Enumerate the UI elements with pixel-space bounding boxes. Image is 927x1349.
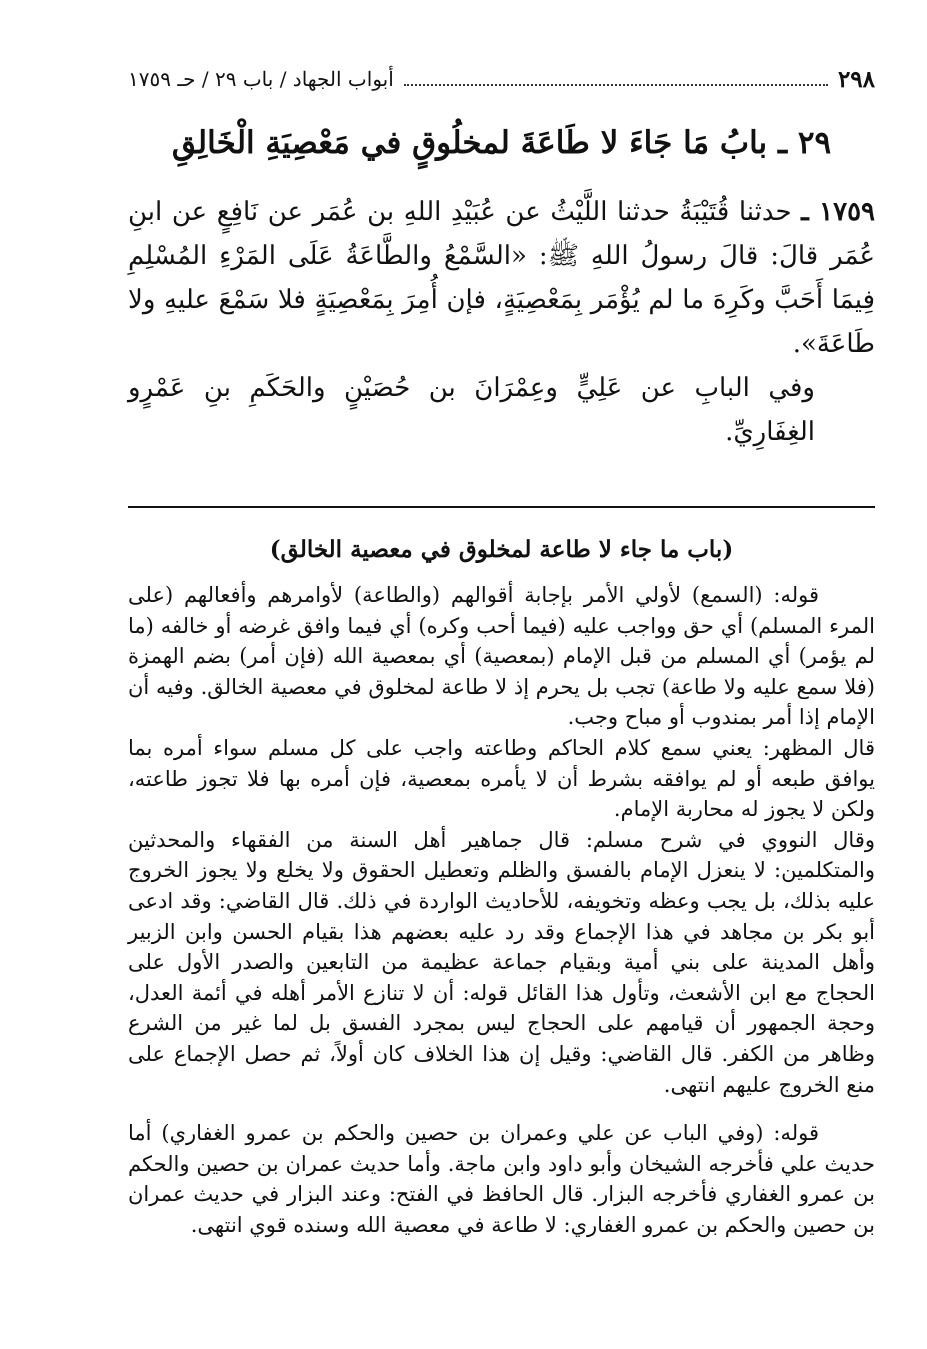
commentary-paragraph: قال المظهر: يعني سمع كلام الحاكم وطاعته واجب على كل مسلم سواء أمره بما يوافق طبعه أو لم يوافقه بشرط أن لا يأمره بمعصية، فإن أمره بها فلا تجوز طاعته، ولكن لا يجوز له محاربة الإمام.	[128, 735, 875, 822]
running-title: أبواب الجهاد / باب ٢٩ / حـ ١٧٥٩	[128, 67, 394, 91]
commentary-paragraph: قوله: (وفي الباب عن علي وعمران بن حصين والحكم بن عمرو الغفاري) أما حديث علي فأخرجه الشيخان وأبو داود وابن ماجة. وأما حديث عمران بن حصين والحكم بن عمرو الغفاري فأخرجه البزار. قال الحافظ في الفتح: وعند البزار في حديث عمران بن حصين والحكم بن عمرو الغفاري: لا طاعة في معصية الله وسنده قوي انتهى.	[128, 1121, 875, 1237]
hadith-number: ١٧٥٩ ـ	[801, 197, 876, 227]
fi-al-bab-line: وفي البابِ عن عَلِيٍّ وعِمْرَانَ بن حُصَيْنٍ والحَكَمِ بنِ عَمْرٍو الغِفَارِيِّ.	[128, 373, 815, 447]
page-number: ٢٩٨	[837, 65, 875, 93]
section-divider	[128, 506, 875, 508]
chapter-title: ٢٩ ـ بابُ مَا جَاءَ لا طَاعَةَ لمخلُوقٍ في مَعْصِيَةِ الْخَالِقِ	[171, 125, 832, 161]
header-dot-leader	[404, 84, 828, 86]
commentary-paragraph: وقال النووي في شرح مسلم: قال جماهير أهل السنة من الفقهاء والمحدثين والمتكلمين: لا ينعزل الإمام بالفسق والظلم وتعطيل الحقوق ولا يخلع ولا يجوز الخروج عليه بذلك، بل يجب وعظه وتخويفه، للأحاديث الواردة في ذلك. قال القاضي: وقد ادعى أبو بكر بن مجاهد في هذا الإجماع وقد رد عليه بعضهم هذا بقيام الحسن وابن الزبير وأهل المدينة على بني أمية وبقيام جماعة عظيمة من التابعين والصدر الأول على الحجاج مع ابن الأشعث، وتأول هذا القائل قوله: أن لا تنازع الأمر أهله في أئمة العدل، وحجة الجمهور أن قيامهم على الحجاج ليس بمجرد الفسق بل لما غير من الشرع وظاهر من الكفر. قال القاضي: وقيل إن هذا الخلاف كان أولاً، ثم حصل الإجماع على منع الخروج عليهم انتهى.	[128, 827, 875, 1097]
commentary-paragraph: قوله: (السمع) لأولي الأمر بإجابة أقوالهم (والطاعة) لأوامرهم وأفعالهم (على المرء المسلم) أي حق وواجب عليه (فيما أحب وكره) أي فيما وافق غرضه أو خالفه (ما لم يؤمر) أي المسلم من قبل الإمام (بمعصية) أي بمعصية الله (فإن أمر) بضم الهمزة (فلا سمع عليه ولا طاعة) تجب بل يحرم إذ لا طاعة لمخلوق في معصية الخالق. وفيه أن الإمام إذا أمر بمندوب أو مباح وجب.	[128, 583, 875, 730]
commentary-title: (باب ما جاء لا طاعة لمخلوق في معصية الخالق)	[269, 536, 734, 563]
hadith-text: حدثنا قُتَيْبَةُ حدثنا اللَّيْثُ عن عُبَيْدِ اللهِ بن عُمَر عن نَافِعٍ عن ابنِ عُمَر قالَ: قالَ رسولُ اللهِ ﷺ: «السَّمْعُ والطَّاعَةُ عَلَى المَرْءِ المُسْلِمِ فِيمَا أَحَبَّ وكَرِهَ ما لم يُؤْمَر بِمَعْصِيَةٍ، فإن أُمِرَ بِمَعْصِيَةٍ فلا سَمْعَ عليهِ ولا طَاعَةَ».	[128, 197, 875, 359]
hadith-block	[128, 190, 875, 454]
hadith-text-paragraph	[128, 190, 875, 366]
commentary-body	[128, 580, 875, 1240]
running-header	[128, 62, 875, 96]
